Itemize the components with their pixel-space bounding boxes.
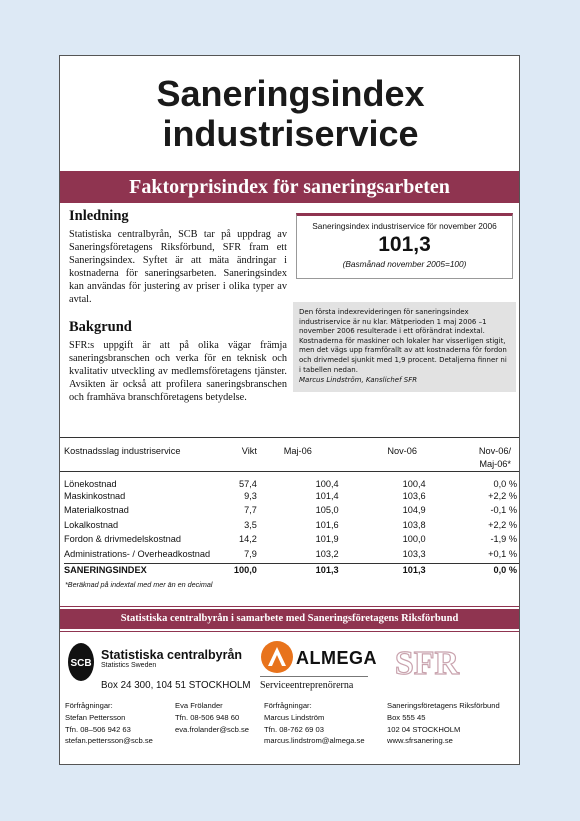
contact-phone: Tfn. 08–506 942 63 bbox=[65, 724, 131, 734]
table-row bbox=[64, 505, 519, 520]
logo-row bbox=[60, 640, 519, 700]
table-row bbox=[64, 520, 519, 535]
header-may06: Maj-06 bbox=[283, 446, 312, 456]
cell-weight: 3,5 bbox=[244, 519, 257, 530]
cell-change: +0,1 % bbox=[488, 548, 517, 559]
cell-weight: 7,7 bbox=[244, 505, 257, 516]
cell-nov06: 100,4 bbox=[402, 479, 426, 489]
header-nov06: Nov-06 bbox=[387, 446, 417, 456]
scb-name: Statistiska centralbyrån bbox=[101, 648, 243, 662]
cell-change: 0,0 % bbox=[493, 479, 517, 489]
contact-person: Marcus Lindström bbox=[264, 712, 325, 722]
cell-weight: 9,3 bbox=[244, 490, 257, 501]
cell-cost-type: Maskinkostnad bbox=[64, 490, 126, 501]
background-heading: Bakgrund bbox=[69, 318, 132, 335]
header-weight: Vikt bbox=[241, 446, 257, 456]
contact-label: Förfrågningar: bbox=[264, 701, 312, 710]
cell-total-may06: 101,3 bbox=[257, 564, 339, 579]
header-change bbox=[426, 442, 519, 476]
cell-nov06: 103,3 bbox=[402, 548, 426, 559]
contact-email[interactable]: marcus.lindstrom@almega.se bbox=[264, 736, 365, 746]
contact-scb-2 bbox=[175, 700, 249, 735]
almega-name: ALMEGA bbox=[296, 648, 377, 668]
cell-total-change: 0,0 % bbox=[426, 564, 519, 579]
contact-city: 102 04 STOCKHOLM bbox=[387, 724, 461, 734]
cell-may06: 101,6 bbox=[315, 519, 339, 530]
table-row bbox=[64, 491, 519, 506]
index-label: Saneringsindex industriservice för november 2006 bbox=[312, 221, 497, 231]
title-line-1: Saneringsindex bbox=[156, 73, 425, 114]
cell-nov06: 103,6 bbox=[402, 490, 426, 501]
cell-may06: 100,4 bbox=[315, 479, 339, 489]
cell-may06: 103,2 bbox=[315, 548, 339, 559]
contact-email[interactable]: eva.frolander@scb.se bbox=[175, 724, 249, 734]
table-top-rule bbox=[60, 437, 519, 438]
table-footnote: *Beräknad på indextal med mer än en decimal bbox=[65, 580, 213, 589]
cell-cost-type: Lönekostnad bbox=[64, 479, 117, 489]
top-banner: Faktorprisindex för saneringsarbeten bbox=[60, 171, 519, 203]
scb-address: Box 24 300, 104 51 STOCKHOLM bbox=[101, 680, 251, 691]
contact-label: Förfrågningar: bbox=[65, 701, 113, 710]
cell-weight: 7,9 bbox=[244, 548, 257, 559]
almega-subtitle: Serviceentreprenörerna bbox=[260, 680, 354, 691]
table-row bbox=[64, 549, 519, 564]
page-title bbox=[60, 74, 521, 154]
cell-total-weight: 100,0 bbox=[229, 564, 257, 579]
almega-mark-icon bbox=[260, 640, 294, 674]
left-column bbox=[69, 208, 287, 404]
cell-total-label: SANERINGSINDEX bbox=[64, 564, 229, 579]
cell-change: +2,2 % bbox=[488, 519, 517, 530]
scb-subtitle: Statistics Sweden bbox=[101, 662, 157, 669]
table-total-row bbox=[64, 564, 519, 579]
intro-heading: Inledning bbox=[69, 208, 129, 224]
table-row bbox=[64, 534, 519, 549]
cell-may06: 101,9 bbox=[315, 534, 339, 545]
almega-divider bbox=[260, 676, 368, 677]
contact-phone: Tfn. 08-762 69 03 bbox=[264, 724, 324, 734]
intro-text: Statistiska centralbyrån, SCB tar på uppdrag av Saneringsföretagens Riksförbund, SFR fram ett Saneringsindex. Syftet är att mäta ändringar i kostnaderna för saneringsarbeten. Saneringsindex kan användas för justering av priser i olika typer av avtal. bbox=[69, 229, 287, 306]
cell-total-nov06: 101,3 bbox=[339, 564, 426, 579]
cell-change: -0,1 % bbox=[490, 505, 517, 516]
cell-nov06: 104,9 bbox=[402, 505, 426, 516]
note-text: Den första indexrevideringen för saneringsindex industriservice är nu klar. Mätperioden 1 maj 2006 –1 november 2006 resulterade i ett oförändrat indextal. Kostnaderna för maskiner och lokaler har visserligen stigit, men det vägs upp framförallt av att kostnaderna för fordon och drivmedel sjunkit med 1,9 procent. Detaljerna finner ni i tabellen nedan. bbox=[299, 308, 507, 374]
cell-weight: 14,2 bbox=[239, 534, 257, 545]
index-table bbox=[64, 442, 519, 578]
title-line-2: industriservice bbox=[162, 113, 419, 154]
bottom-banner: Statistiska centralbyrån i samarbete med Saneringsföretagens Riksförbund bbox=[60, 609, 519, 629]
table-row bbox=[64, 476, 519, 491]
contact-person: Stefan Pettersson bbox=[65, 712, 126, 722]
index-base: (Basmånad november 2005=100) bbox=[342, 259, 467, 269]
cell-nov06: 100,0 bbox=[402, 534, 426, 545]
contact-box: Box 555 45 bbox=[387, 712, 426, 722]
contact-sfr bbox=[387, 700, 500, 747]
background-text: SFR:s uppgift är att på olika vägar främja saneringsbranschen och verka för en teknisk och kvalitativ utveckling av medlemsföretagens tjänster. Avsikten är också att profilera saneringsbranschen och framhäva branschföretagens betydelse. bbox=[69, 339, 287, 403]
bottom-banner-rule-top bbox=[60, 606, 519, 607]
cell-may06: 105,0 bbox=[315, 505, 339, 516]
scb-logo bbox=[67, 642, 257, 694]
scb-mark-icon bbox=[67, 642, 95, 682]
document-page bbox=[59, 55, 520, 765]
index-summary-box bbox=[296, 213, 513, 279]
contact-almega bbox=[264, 700, 365, 747]
sfr-logo-text: SFR bbox=[394, 645, 460, 682]
cell-change: -1,9 % bbox=[490, 534, 517, 545]
contact-website[interactable]: www.sfrsanering.se bbox=[387, 736, 453, 746]
header-change-line2: Maj-06* bbox=[479, 459, 511, 469]
header-change-line1: Nov-06/ bbox=[478, 446, 511, 456]
almega-logo bbox=[260, 640, 377, 696]
sfr-logo bbox=[382, 642, 472, 682]
cell-weight: 57,4 bbox=[239, 479, 257, 489]
cell-cost-type: Materialkostnad bbox=[64, 505, 129, 516]
note-signature: Marcus Lindström, Kanslichef SFR bbox=[299, 376, 418, 385]
contact-email[interactable]: stefan.pettersson@scb.se bbox=[65, 736, 153, 746]
table-header-row bbox=[64, 442, 519, 476]
bottom-banner-rule-bottom bbox=[60, 631, 519, 632]
contact-phone: Tfn. 08-506 948 60 bbox=[175, 712, 240, 722]
cell-cost-type: Fordon & drivmedelskostnad bbox=[64, 534, 181, 545]
cell-cost-type: Administrations- / Overheadkostnad bbox=[64, 548, 211, 559]
cell-may06: 101,4 bbox=[315, 490, 339, 501]
contact-scb-1 bbox=[65, 700, 153, 747]
header-cost-type: Kostnadsslag industriservice bbox=[64, 446, 181, 456]
cell-nov06: 103,8 bbox=[402, 519, 426, 530]
contact-org: Saneringsföretagens Riksförbund bbox=[387, 701, 500, 710]
cell-cost-type: Lokalkostnad bbox=[64, 519, 119, 530]
contact-person: Eva Frölander bbox=[175, 701, 223, 710]
revision-note bbox=[293, 302, 516, 392]
svg-text:SCB: SCB bbox=[70, 658, 92, 669]
cell-change: +2,2 % bbox=[488, 490, 517, 501]
index-value: 101,3 bbox=[378, 233, 431, 256]
